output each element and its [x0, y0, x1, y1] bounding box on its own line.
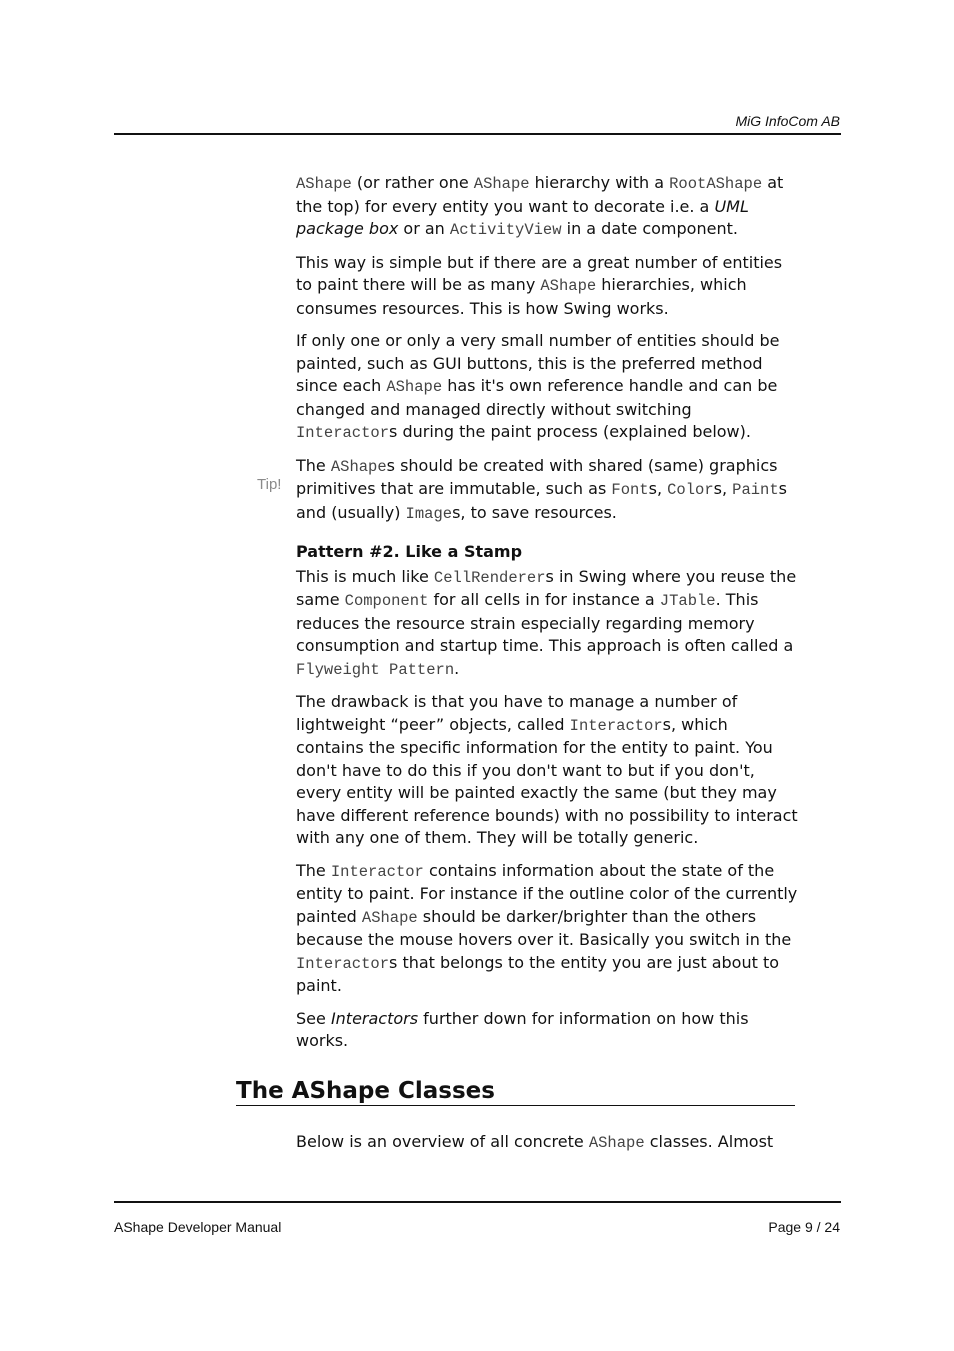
text: hierarchy with a [529, 173, 670, 192]
text: Below is an overview of all concrete [296, 1132, 589, 1151]
code-term: Image [405, 504, 453, 523]
text: at the top) for every entity you want to decorate i.e. a [296, 173, 784, 216]
code-term: AShape [473, 175, 530, 193]
code-term: AShape [330, 457, 387, 476]
text: s during the paint process (explained below). [389, 422, 751, 441]
text: hierarchies, which consumes resources. This is how Swing works. [296, 275, 747, 318]
code-term: AShape [361, 908, 418, 927]
code-term: AShape [540, 277, 597, 295]
text: classes. Almost [644, 1132, 774, 1151]
section-body-text [296, 1131, 798, 1155]
code-term: Interactor [296, 424, 390, 442]
text: s, [648, 479, 668, 498]
text: The [296, 455, 331, 475]
paragraph-7 [296, 860, 798, 998]
text: s and (usually) [296, 479, 788, 522]
footer-rule [114, 1201, 841, 1203]
code-term: Interactor [296, 954, 390, 973]
text: s, to save resources. [452, 502, 617, 522]
text: This is much like [296, 566, 434, 586]
footer-document-title: AShape Developer Manual [114, 1219, 282, 1235]
header-company: MiG InfoCom AB [735, 113, 840, 129]
text: or an [398, 219, 450, 238]
body-text [296, 172, 798, 1063]
code-term: Component [344, 592, 429, 610]
text: for all cells in for instance a [428, 590, 660, 609]
header-rule [114, 133, 841, 135]
text: in a date component. [561, 219, 738, 238]
code-term: AShape [588, 1134, 645, 1152]
paragraph-5 [296, 566, 798, 682]
text: s, which contains the specific information for the entity to paint. You don't have to do this if you don't want to but if you don't, every entity will be painted exactly the same (but they may have different reference bounds) with no possibility to interact with any one of them. They will be totally generic. [296, 714, 798, 847]
code-term: ActivityView [449, 221, 562, 239]
text: If only one or only a very small number of entities should be painted, such as GUI buttons, this is the preferred method since each [296, 331, 780, 395]
text: See [296, 1008, 331, 1028]
text: s should be created with shared (same) graphics primitives that are immutable, such as [296, 455, 778, 498]
section-heading: The AShape Classes [236, 1078, 795, 1106]
code-term: Paint [732, 481, 779, 499]
text: . This reduces the resource strain especially regarding memory consumption and startup time. This approach is often called a [296, 590, 794, 655]
text: contains information about the state of the entity to paint. For instance if the outline color of the currently painted [296, 860, 798, 926]
paragraph-2 [296, 252, 798, 321]
text: This way is simple but if there are a great number of entities to paint there will be as many [296, 252, 783, 294]
text: has it's own reference handle and can be changed and managed directly without switching [296, 376, 778, 419]
text: should be darker/brighter than the others because the mouse hovers over it. Basically you switch in the [296, 906, 792, 949]
pattern-2-heading: Pattern #2. Like a Stamp [296, 542, 523, 561]
code-term: Color [667, 481, 714, 499]
paragraph-3 [296, 330, 798, 445]
code-term: Font [611, 481, 649, 499]
text: (or rather one [351, 173, 474, 192]
paragraph-8 [296, 1008, 798, 1053]
text: The drawback is that you have to manage a number of lightweight “peer” objects, called [296, 692, 738, 734]
code-term: CellRenderer [433, 568, 546, 587]
code-term: AShape [296, 175, 352, 193]
code-term: JTable [659, 592, 716, 610]
text: further down for information on how this works. [296, 1008, 749, 1050]
tip-margin-note: Tip! [257, 476, 282, 493]
code-term: RootAShape [669, 175, 763, 193]
text: s, [713, 479, 733, 498]
paragraph-6 [296, 691, 798, 850]
text: . [454, 658, 460, 678]
paragraph-4 [296, 455, 798, 526]
emphasis: UML package box [296, 196, 749, 238]
text: s in Swing where you reuse the same [296, 566, 797, 609]
code-term: Flyweight Pattern [296, 660, 455, 679]
text: s that belongs to the entity you are just about to paint. [296, 952, 780, 995]
code-term: Interactor [569, 716, 663, 735]
paragraph-1 [296, 172, 798, 242]
footer-page-number: Page 9 / 24 [768, 1219, 840, 1235]
code-term: Interactor [330, 862, 424, 881]
text: The [296, 860, 331, 880]
code-term: AShape [386, 378, 443, 396]
emphasis: Interactors [330, 1008, 419, 1028]
